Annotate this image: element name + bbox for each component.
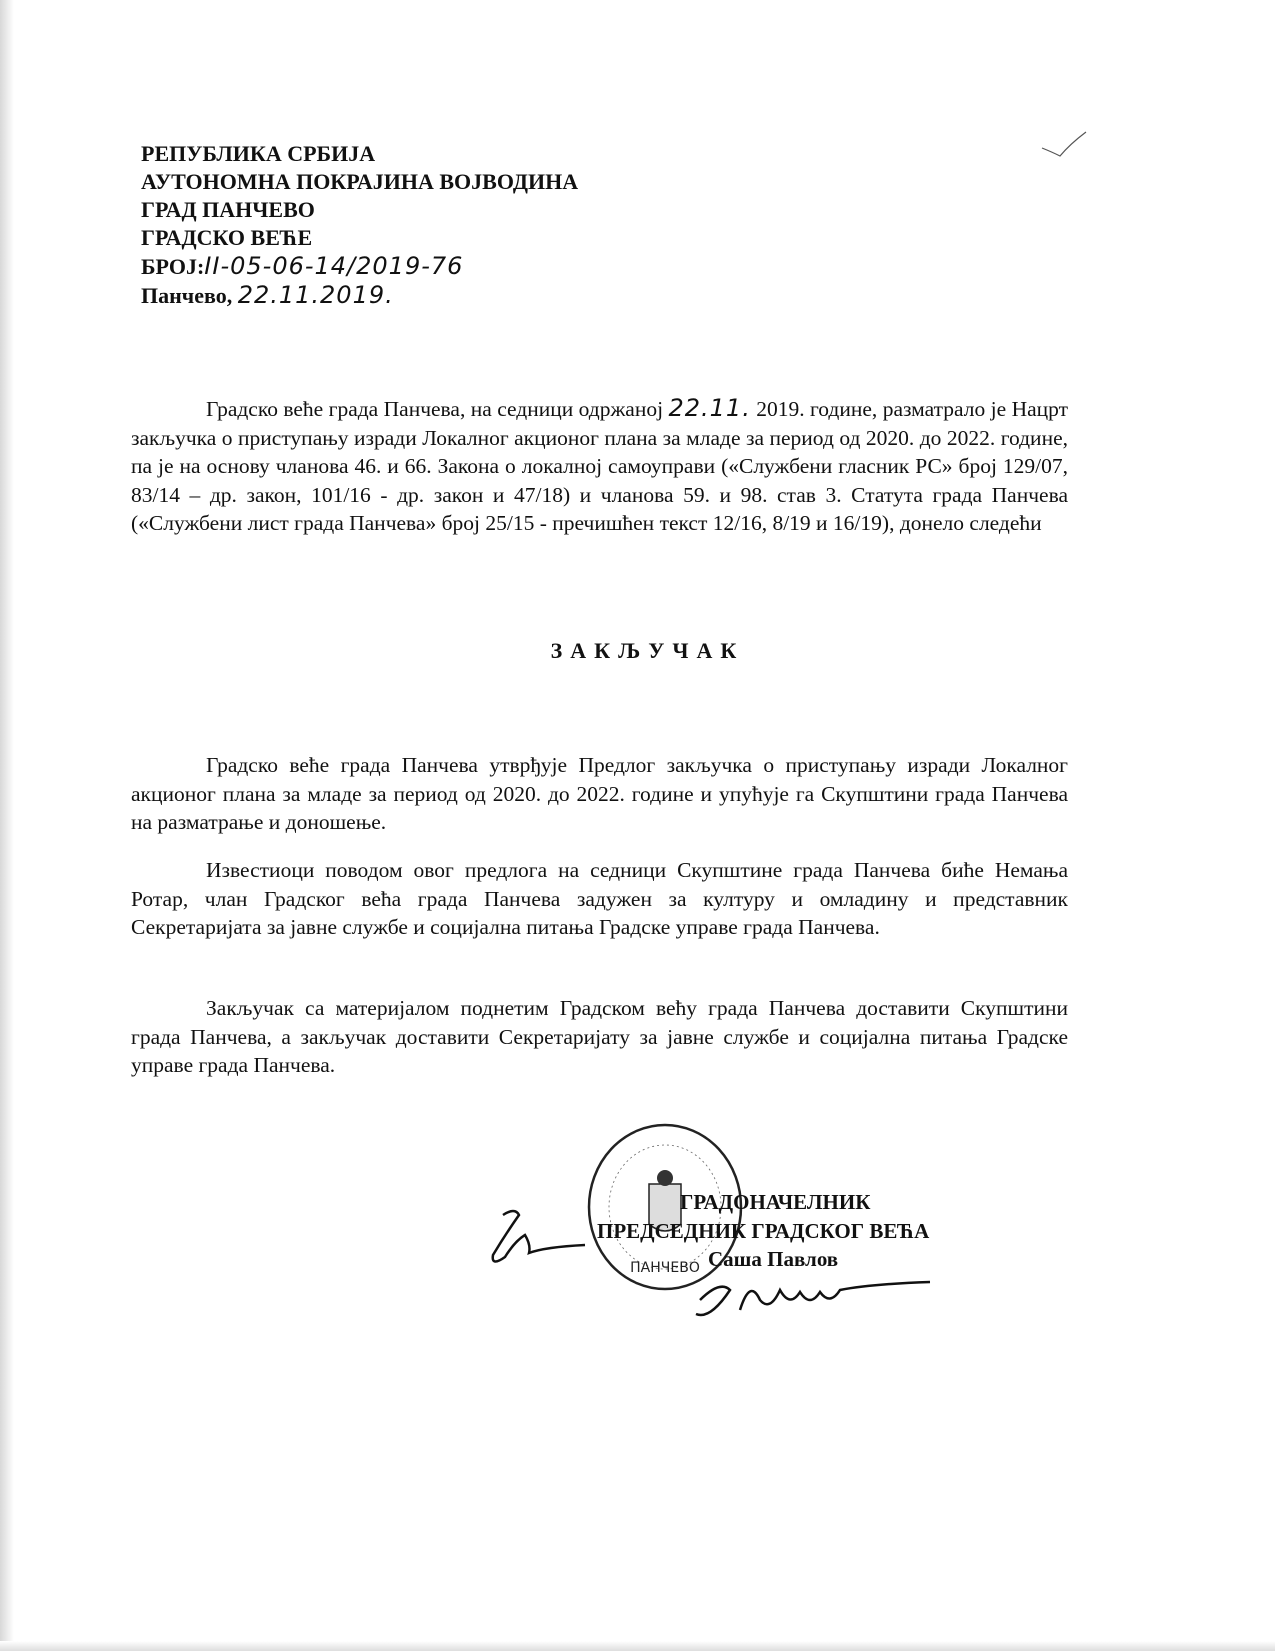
scan-edge-left (0, 0, 14, 1651)
number-label: БРОЈ: (141, 254, 205, 279)
signature-role-mayor: ГРАДОНАЧЕЛНИК (680, 1190, 871, 1214)
intro-paragraph (131, 394, 1068, 538)
header-country: РЕПУБЛИКА СРБИЈА (141, 141, 376, 166)
handwritten-signature-left (485, 1205, 595, 1275)
session-date: 22.11. (668, 394, 751, 422)
signature-name: Саша Павлов (708, 1247, 839, 1271)
conclusion-paragraph-3 (131, 994, 1068, 1080)
header-date (141, 281, 578, 310)
date-value: 22.11.2019. (237, 281, 394, 309)
document-title: ЗАКЉУЧАК (550, 638, 745, 663)
checkmark-icon (1040, 130, 1090, 160)
conclusion-paragraph-2 (131, 856, 1068, 942)
scan-edge-bottom (0, 1641, 1275, 1651)
stamp-text: ПАНЧЕВО (630, 1260, 700, 1276)
paragraph-text: Градско веће града Панчева утврђује Предлог закључка о приступању изради Локалног акционог плана за младе за период од 2020. до 2022. године и упућује га Скупштини града Панчева на разматрање и доношење. (131, 753, 1068, 834)
intro-text-2: 2019. године, разматрало је Нацрт закључка о приступању изради Локалног акционог плана за младе за период од 2020. до 2022. године, па је на основу чланова 46. и 66. Закона о локалној самоуправи («Службени гласник РС» број 129/07, 83/14 – др. закон, 101/16 - др. закон и 47/18) и чланова 59. и 98. став 3. Статута града Панчева («Службени лист града Панчева» број 25/15 - пречишћен текст 12/16, 8/19 и 16/19), донело следећи (131, 397, 1069, 535)
signature-role-president: ПРЕДСЕДНИК ГРАДСКОГ ВЕЋА (597, 1219, 930, 1243)
paragraph-text: Известиоци поводом овог предлога на седници Скупштине града Панчева биће Немања Ротар, члан Градског већа града Панчева задужен за културу и омладину и представник Секретаријата за јавне службе и социјална питања Градске управе града Панчева. (131, 858, 1068, 939)
number-value: II-05-06-14/2019-76 (204, 252, 464, 280)
document-header (141, 140, 578, 310)
conclusion-paragraph-1 (131, 751, 1068, 837)
header-council: ГРАДСКО ВЕЋЕ (141, 225, 313, 250)
header-city: ГРАД ПАНЧЕВО (141, 197, 315, 222)
header-province: АУТОНОМНА ПОКРАЈИНА ВОЈВОДИНА (141, 169, 579, 194)
header-number (141, 252, 578, 281)
intro-text-1: Градско веће града Панчева, на седници одржаној (206, 397, 669, 421)
handwritten-signature-right (690, 1270, 940, 1330)
place-label: Панчево, (141, 283, 233, 308)
paragraph-text: Закључак са материјалом поднетим Градском већу града Панчева доставити Скупштини града Панчева, а закључак доставити Секретаријату за јавне службе и социјална питања Градске управе града Панчева. (131, 996, 1068, 1077)
